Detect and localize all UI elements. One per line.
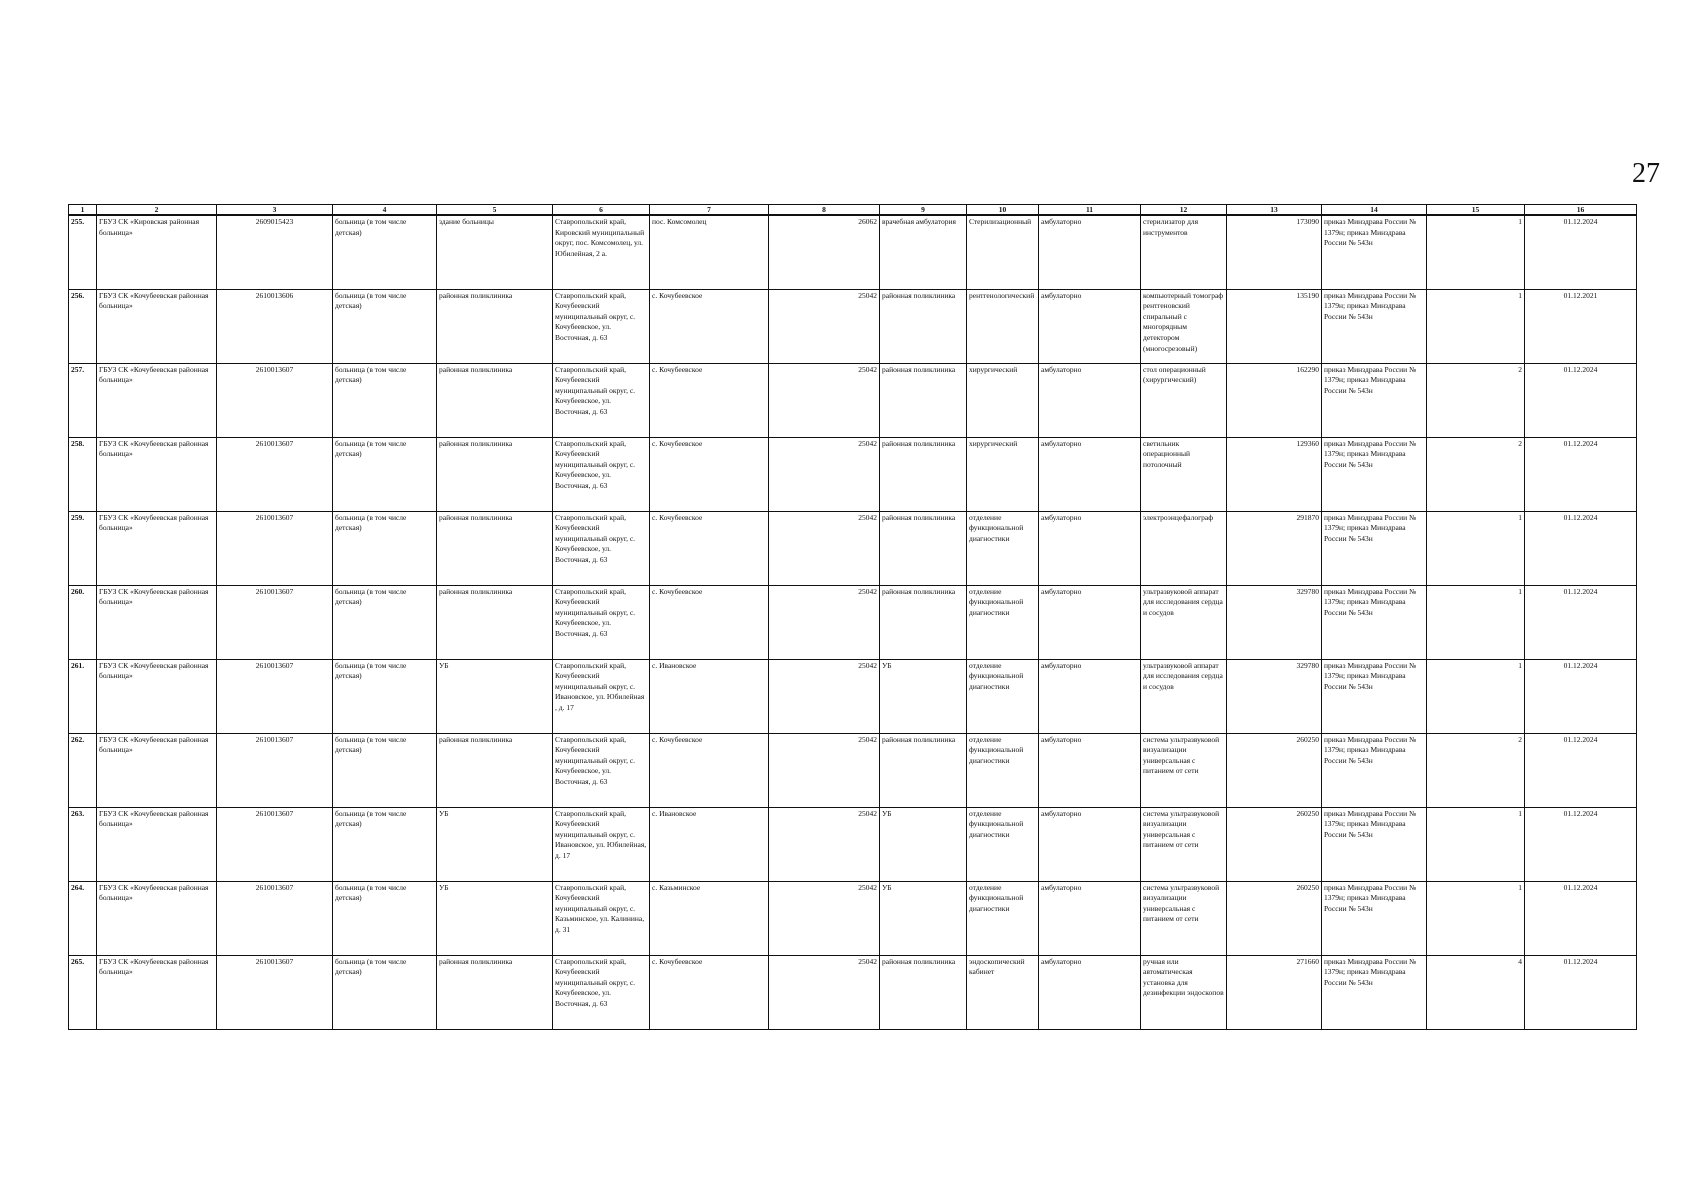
department-cell: отделение функциональной диагностики — [967, 511, 1039, 585]
equipment-cell: ультразвуковой аппарат для исследования сердца и сосудов — [1141, 585, 1227, 659]
facility-type-cell: больница (в том числе детская) — [333, 289, 437, 363]
quantity-cell: 1 — [1427, 511, 1525, 585]
column-number: 6 — [553, 205, 650, 216]
inn-cell: 2610013607 — [217, 807, 333, 881]
facility-type-cell: больница (в том числе детская) — [333, 881, 437, 955]
address-cell: Ставропольский край, Кочубеевский муниципальный округ, с. Кочубеевское, ул. Восточная, д. 63 — [553, 437, 650, 511]
row-number-cell: 255. — [69, 215, 97, 289]
inn-cell: 2610013607 — [217, 955, 333, 1029]
column-number: 3 — [217, 205, 333, 216]
facility-type-cell: больница (в том числе детская) — [333, 733, 437, 807]
care-condition-cell: амбулаторно — [1039, 585, 1141, 659]
code-cell: 25042 — [769, 955, 880, 1029]
table-row — [69, 881, 1637, 955]
department-cell: рентгенологический — [967, 289, 1039, 363]
locality-cell: с. Кочубеевское — [650, 437, 769, 511]
quantity-cell: 1 — [1427, 215, 1525, 289]
department-cell: отделение функциональной диагностики — [967, 733, 1039, 807]
locality-cell: с. Казьминское — [650, 881, 769, 955]
table-row — [69, 955, 1637, 1029]
inn-cell: 2610013607 — [217, 437, 333, 511]
column-number: 11 — [1039, 205, 1141, 216]
facility-type-cell: больница (в том числе детская) — [333, 437, 437, 511]
code-cell: 25042 — [769, 289, 880, 363]
locality-cell: с. Кочубеевское — [650, 289, 769, 363]
locality-cell: с. Кочубеевское — [650, 511, 769, 585]
care-condition-cell: амбулаторно — [1039, 807, 1141, 881]
equipment-index-cell: 291870 — [1227, 511, 1322, 585]
row-number-cell: 265. — [69, 955, 97, 1029]
equipment-cell: стол операционный (хирургический) — [1141, 363, 1227, 437]
address-cell: Ставропольский край, Кировский муниципальный округ, пос. Комсомолец, ул. Юбилейная, 2 а. — [553, 215, 650, 289]
care-condition-cell: амбулаторно — [1039, 955, 1141, 1029]
equipment-index-cell: 260250 — [1227, 807, 1322, 881]
care-condition-cell: амбулаторно — [1039, 733, 1141, 807]
organization-cell: ГБУЗ СК «Кочубеевская районная больница» — [97, 955, 217, 1029]
care-condition-cell: амбулаторно — [1039, 363, 1141, 437]
date-cell: 01.12.2024 — [1525, 659, 1637, 733]
order-cell: приказ Минздрава России № 1379н; приказ Минздрава России № 543н — [1322, 955, 1427, 1029]
organization-cell: ГБУЗ СК «Кировская районная больница» — [97, 215, 217, 289]
facility-unit-cell: районная поликлиника — [437, 511, 553, 585]
column-number: 12 — [1141, 205, 1227, 216]
address-cell: Ставропольский край, Кочубеевский муниципальный округ, с. Кочубеевское, ул. Восточная, д. 63 — [553, 585, 650, 659]
equipment-cell: система ультразвуковой визуализации универсальная с питанием от сети — [1141, 733, 1227, 807]
quantity-cell: 2 — [1427, 437, 1525, 511]
code-cell: 26062 — [769, 215, 880, 289]
organization-cell: ГБУЗ СК «Кочубеевская районная больница» — [97, 659, 217, 733]
organization-cell: ГБУЗ СК «Кочубеевская районная больница» — [97, 733, 217, 807]
table-row — [69, 437, 1637, 511]
address-cell: Ставропольский край, Кочубеевский муниципальный округ, с. Кочубеевское, ул. Восточная, д. 63 — [553, 733, 650, 807]
column-number: 14 — [1322, 205, 1427, 216]
address-cell: Ставропольский край, Кочубеевский муниципальный округ, с. Кочубеевское, ул. Восточная, д. 63 — [553, 363, 650, 437]
column-number: 1 — [69, 205, 97, 216]
quantity-cell: 1 — [1427, 881, 1525, 955]
locality-cell: с. Кочубеевское — [650, 733, 769, 807]
column-number: 10 — [967, 205, 1039, 216]
equipment-cell: электроэнцефалограф — [1141, 511, 1227, 585]
facility-unit-cell: районная поликлиника — [437, 733, 553, 807]
address-cell: Ставропольский край, Кочубеевский муниципальный округ, с. Ивановское, ул. Юбилейная , д. 17 — [553, 659, 650, 733]
address-cell: Ставропольский край, Кочубеевский муниципальный округ, с. Казьминское, ул. Калинина, д. 31 — [553, 881, 650, 955]
equipment-index-cell: 135190 — [1227, 289, 1322, 363]
table-row — [69, 215, 1637, 289]
inn-cell: 2610013607 — [217, 585, 333, 659]
quantity-cell: 1 — [1427, 585, 1525, 659]
order-cell: приказ Минздрава России № 1379н; приказ Минздрава России № 543н — [1322, 363, 1427, 437]
row-number-cell: 256. — [69, 289, 97, 363]
care-condition-cell: амбулаторно — [1039, 437, 1141, 511]
subdivision-cell: районная поликлиника — [880, 585, 967, 659]
equipment-cell: ультразвуковой аппарат для исследования сердца и сосудов — [1141, 659, 1227, 733]
address-cell: Ставропольский край, Кочубеевский муниципальный округ, с. Ивановское, ул. Юбилейная, д. 17 — [553, 807, 650, 881]
row-number-cell: 261. — [69, 659, 97, 733]
quantity-cell: 1 — [1427, 659, 1525, 733]
facility-type-cell: больница (в том числе детская) — [333, 807, 437, 881]
subdivision-cell: районная поликлиника — [880, 511, 967, 585]
code-cell: 25042 — [769, 659, 880, 733]
order-cell: приказ Минздрава России № 1379н; приказ Минздрава России № 543н — [1322, 733, 1427, 807]
locality-cell: с. Кочубеевское — [650, 363, 769, 437]
row-number-cell: 263. — [69, 807, 97, 881]
code-cell: 25042 — [769, 511, 880, 585]
facility-unit-cell: УБ — [437, 659, 553, 733]
subdivision-cell: районная поликлиника — [880, 955, 967, 1029]
facility-unit-cell: районная поликлиника — [437, 585, 553, 659]
date-cell: 01.12.2024 — [1525, 585, 1637, 659]
address-cell: Ставропольский край, Кочубеевский муниципальный округ, с. Кочубеевское, ул. Восточная, д. 63 — [553, 289, 650, 363]
organization-cell: ГБУЗ СК «Кочубеевская районная больница» — [97, 585, 217, 659]
subdivision-cell: УБ — [880, 881, 967, 955]
inn-cell: 2610013607 — [217, 733, 333, 807]
date-cell: 01.12.2024 — [1525, 733, 1637, 807]
date-cell: 01.12.2024 — [1525, 437, 1637, 511]
equipment-index-cell: 329780 — [1227, 585, 1322, 659]
order-cell: приказ Минздрава России № 1379н; приказ Минздрава России № 543н — [1322, 807, 1427, 881]
table-row — [69, 289, 1637, 363]
organization-cell: ГБУЗ СК «Кочубеевская районная больница» — [97, 363, 217, 437]
table-row — [69, 659, 1637, 733]
locality-cell: пос. Комсомолец — [650, 215, 769, 289]
code-cell: 25042 — [769, 733, 880, 807]
subdivision-cell: УБ — [880, 659, 967, 733]
subdivision-cell: районная поликлиника — [880, 733, 967, 807]
table-row — [69, 363, 1637, 437]
equipment-cell: система ультразвуковой визуализации универсальная с питанием от сети — [1141, 881, 1227, 955]
date-cell: 01.12.2024 — [1525, 955, 1637, 1029]
equipment-index-cell: 129360 — [1227, 437, 1322, 511]
inn-cell: 2610013606 — [217, 289, 333, 363]
subdivision-cell: районная поликлиника — [880, 437, 967, 511]
quantity-cell: 1 — [1427, 807, 1525, 881]
department-cell: Стерилизационный — [967, 215, 1039, 289]
locality-cell: с. Кочубеевское — [650, 955, 769, 1029]
table-row — [69, 511, 1637, 585]
facility-unit-cell: УБ — [437, 881, 553, 955]
order-cell: приказ Минздрава России № 1379н; приказ Минздрава России № 543н — [1322, 511, 1427, 585]
code-cell: 25042 — [769, 881, 880, 955]
date-cell: 01.12.2024 — [1525, 363, 1637, 437]
facility-unit-cell: здание больницы — [437, 215, 553, 289]
care-condition-cell: амбулаторно — [1039, 289, 1141, 363]
order-cell: приказ Минздрава России № 1379н; приказ Минздрава России № 543н — [1322, 437, 1427, 511]
facility-unit-cell: районная поликлиника — [437, 289, 553, 363]
department-cell: эндоскопический кабинет — [967, 955, 1039, 1029]
facility-type-cell: больница (в том числе детская) — [333, 659, 437, 733]
equipment-index-cell: 271660 — [1227, 955, 1322, 1029]
code-cell: 25042 — [769, 585, 880, 659]
facility-type-cell: больница (в том числе детская) — [333, 585, 437, 659]
column-number: 4 — [333, 205, 437, 216]
facility-unit-cell: районная поликлиника — [437, 955, 553, 1029]
department-cell: отделение функциональной диагностики — [967, 659, 1039, 733]
quantity-cell: 2 — [1427, 733, 1525, 807]
order-cell: приказ Минздрава России № 1379н; приказ Минздрава России № 543н — [1322, 215, 1427, 289]
date-cell: 01.12.2024 — [1525, 215, 1637, 289]
organization-cell: ГБУЗ СК «Кочубеевская районная больница» — [97, 289, 217, 363]
date-cell: 01.12.2021 — [1525, 289, 1637, 363]
column-number: 2 — [97, 205, 217, 216]
equipment-table — [68, 204, 1637, 1030]
facility-unit-cell: районная поликлиника — [437, 437, 553, 511]
page-number: 27 — [1632, 158, 1660, 189]
equipment-cell: ручная или автоматическая установка для дезинфекции эндоскопов — [1141, 955, 1227, 1029]
table-row — [69, 585, 1637, 659]
facility-unit-cell: районная поликлиника — [437, 363, 553, 437]
order-cell: приказ Минздрава России № 1379н; приказ Минздрава России № 543н — [1322, 585, 1427, 659]
organization-cell: ГБУЗ СК «Кочубеевская районная больница» — [97, 881, 217, 955]
row-number-cell: 259. — [69, 511, 97, 585]
table-row — [69, 807, 1637, 881]
column-number: 9 — [880, 205, 967, 216]
care-condition-cell: амбулаторно — [1039, 881, 1141, 955]
equipment-index-cell: 173090 — [1227, 215, 1322, 289]
order-cell: приказ Минздрава России № 1379н; приказ Минздрава России № 543н — [1322, 659, 1427, 733]
department-cell: хирургический — [967, 437, 1039, 511]
code-cell: 25042 — [769, 363, 880, 437]
locality-cell: с. Ивановское — [650, 659, 769, 733]
care-condition-cell: амбулаторно — [1039, 659, 1141, 733]
organization-cell: ГБУЗ СК «Кочубеевская районная больница» — [97, 807, 217, 881]
equipment-index-cell: 260250 — [1227, 881, 1322, 955]
inn-cell: 2610013607 — [217, 659, 333, 733]
facility-type-cell: больница (в том числе детская) — [333, 215, 437, 289]
code-cell: 25042 — [769, 437, 880, 511]
equipment-cell: стерилизатор для инструментов — [1141, 215, 1227, 289]
inn-cell: 2610013607 — [217, 881, 333, 955]
organization-cell: ГБУЗ СК «Кочубеевская районная больница» — [97, 511, 217, 585]
facility-type-cell: больница (в том числе детская) — [333, 955, 437, 1029]
column-number: 5 — [437, 205, 553, 216]
department-cell: отделение функциональной диагностики — [967, 881, 1039, 955]
inn-cell: 2609015423 — [217, 215, 333, 289]
order-cell: приказ Минздрава России № 1379н; приказ Минздрава России № 543н — [1322, 289, 1427, 363]
equipment-index-cell: 260250 — [1227, 733, 1322, 807]
organization-cell: ГБУЗ СК «Кочубеевская районная больница» — [97, 437, 217, 511]
subdivision-cell: врачебная амбулатория — [880, 215, 967, 289]
code-cell: 25042 — [769, 807, 880, 881]
equipment-cell: светильник операционный потолочный — [1141, 437, 1227, 511]
facility-type-cell: больница (в том числе детская) — [333, 363, 437, 437]
locality-cell: с. Ивановское — [650, 807, 769, 881]
date-cell: 01.12.2024 — [1525, 511, 1637, 585]
inn-cell: 2610013607 — [217, 511, 333, 585]
facility-unit-cell: УБ — [437, 807, 553, 881]
column-number-row — [69, 205, 1637, 216]
care-condition-cell: амбулаторно — [1039, 511, 1141, 585]
row-number-cell: 258. — [69, 437, 97, 511]
department-cell: хирургический — [967, 363, 1039, 437]
equipment-index-cell: 162290 — [1227, 363, 1322, 437]
column-number: 16 — [1525, 205, 1637, 216]
equipment-cell: система ультразвуковой визуализации универсальная с питанием от сети — [1141, 807, 1227, 881]
row-number-cell: 264. — [69, 881, 97, 955]
table-row — [69, 733, 1637, 807]
date-cell: 01.12.2024 — [1525, 807, 1637, 881]
department-cell: отделение функциональной диагностики — [967, 807, 1039, 881]
subdivision-cell: УБ — [880, 807, 967, 881]
column-number: 8 — [769, 205, 880, 216]
equipment-cell: компьютерный томограф рентгеновский спиральный с многорядным детектором (многосрезовый) — [1141, 289, 1227, 363]
column-number: 7 — [650, 205, 769, 216]
address-cell: Ставропольский край, Кочубеевский муниципальный округ, с. Кочубеевское, ул. Восточная, д. 63 — [553, 511, 650, 585]
order-cell: приказ Минздрава России № 1379н; приказ Минздрава России № 543н — [1322, 881, 1427, 955]
date-cell: 01.12.2024 — [1525, 881, 1637, 955]
equipment-index-cell: 329780 — [1227, 659, 1322, 733]
quantity-cell: 2 — [1427, 363, 1525, 437]
department-cell: отделение функциональной диагностики — [967, 585, 1039, 659]
locality-cell: с. Кочубеевское — [650, 585, 769, 659]
row-number-cell: 257. — [69, 363, 97, 437]
inn-cell: 2610013607 — [217, 363, 333, 437]
care-condition-cell: амбулаторно — [1039, 215, 1141, 289]
subdivision-cell: районная поликлиника — [880, 363, 967, 437]
quantity-cell: 4 — [1427, 955, 1525, 1029]
address-cell: Ставропольский край, Кочубеевский муниципальный округ, с. Кочубеевское, ул. Восточная, д. 63 — [553, 955, 650, 1029]
facility-type-cell: больница (в том числе детская) — [333, 511, 437, 585]
column-number: 13 — [1227, 205, 1322, 216]
row-number-cell: 262. — [69, 733, 97, 807]
column-number: 15 — [1427, 205, 1525, 216]
row-number-cell: 260. — [69, 585, 97, 659]
subdivision-cell: районная поликлиника — [880, 289, 967, 363]
quantity-cell: 1 — [1427, 289, 1525, 363]
